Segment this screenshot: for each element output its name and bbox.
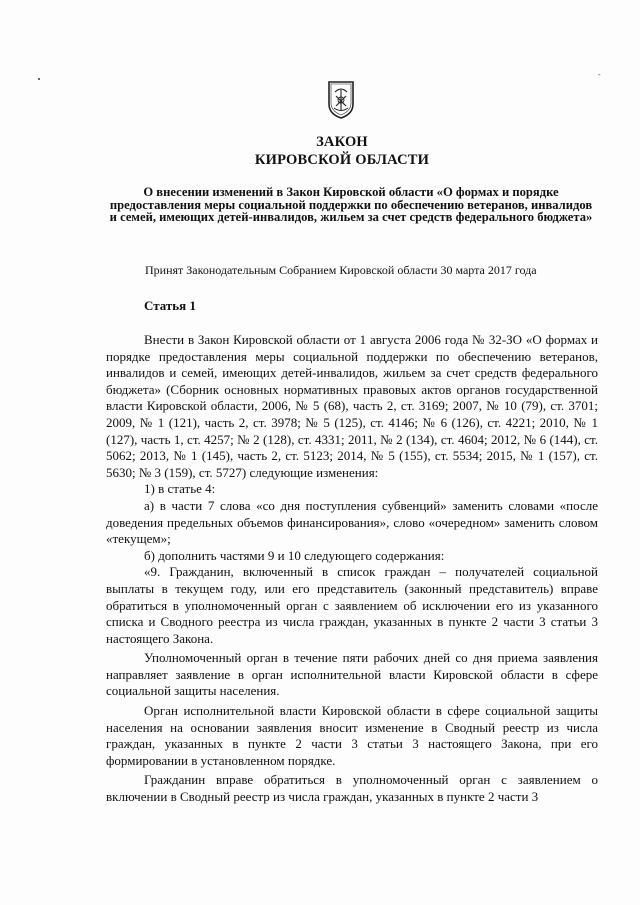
law-region-title: КИРОВСКОЙ ОБЛАСТИ	[254, 152, 430, 168]
paragraph: Орган исполнительной власти Кировской области в сфере социальной защиты населения на основании заявления вносит изменение в Сводный реестр из числа граждан, указанных в пункте 2 части 3 статьи 3 настоящего Закона, при его формировании в установленном порядке.	[106, 703, 598, 768]
coat-of-arms-icon	[326, 80, 356, 120]
paragraph: а) в части 7 слова «со дня поступления субвенций» заменить словами «после доведения предельных объемов финансирования», слово «очередном» заменить словом «текущем»;	[106, 497, 598, 547]
law-title: ЗАКОН	[316, 134, 368, 150]
paragraph: «9. Гражданин, включенный в список граждан – получателей социальной выплаты в текущем году, или его представитель (законный представитель) вправе обратиться в уполномоченный орган с заявлением об исключении его из указанного списка и Сводного реестра из числа граждан, указанных в пункте 2 части 3 статьи 3 настоящего Закона.	[106, 564, 598, 646]
adoption-note: Принят Законодательным Собранием Кировской области 30 марта 2017 года	[145, 263, 537, 277]
paragraph: Внести в Закон Кировской области от 1 августа 2006 года № 32-ЗО «О формах и порядке предоставления меры социальной поддержки по обеспечению ветеранов, инвалидов и семей, имеющих детей-инвалидов, жильем за счет средств федерального бюджета» (Сборник основных нормативных правовых актов органов государственной власти Кировской области, 2006, № 5 (68), часть 2, ст. 3169; 2007, № 10 (79), ст. 3701; 2009, № 1 (121), часть 2, ст. 3978; № 5 (125), ст. 4146; № 6 (126), ст. 4221; 2010, № 1 (127), часть 1, ст. 4257; № 2 (128), ст. 4331; 2011, № 2 (134), ст. 4604; 2012, № 6 (144), ст. 5062; 2013, № 1 (145), часть 2, ст. 5123; 2014, № 5 (155), ст. 5534; 2015, № 1 (157), ст. 5630; № 3 (159), ст. 5727) следующие изменения:	[106, 332, 598, 480]
paragraph: Гражданин вправе обратиться в уполномоченный орган с заявлением о включении в Сводный реестр из числа граждан, указанных в пункте 2 части 3	[106, 772, 598, 805]
corner-mark: -	[598, 70, 601, 79]
paragraph: Уполномоченный орган в течение пяти рабочих дней со дня приема заявления направляет заявление в орган исполнительной власти Кировской области в сфере социальной защиты населения.	[106, 650, 598, 699]
paragraph: б) дополнить частями 9 и 10 следующего содержания:	[144, 547, 445, 563]
article-body	[106, 332, 598, 806]
scan-speck	[38, 78, 40, 80]
paragraph: 1) в статье 4:	[144, 481, 216, 497]
article-heading: Статья 1	[144, 298, 196, 313]
law-subject: О внесении изменений в Закон Кировской области «О формах и порядке предоставления меры социальной поддержки по обеспечению ветеранов, инвалидов и семей, имеющих детей-инвалидов, жильем за счет средств федерального бюджета»	[109, 185, 593, 224]
